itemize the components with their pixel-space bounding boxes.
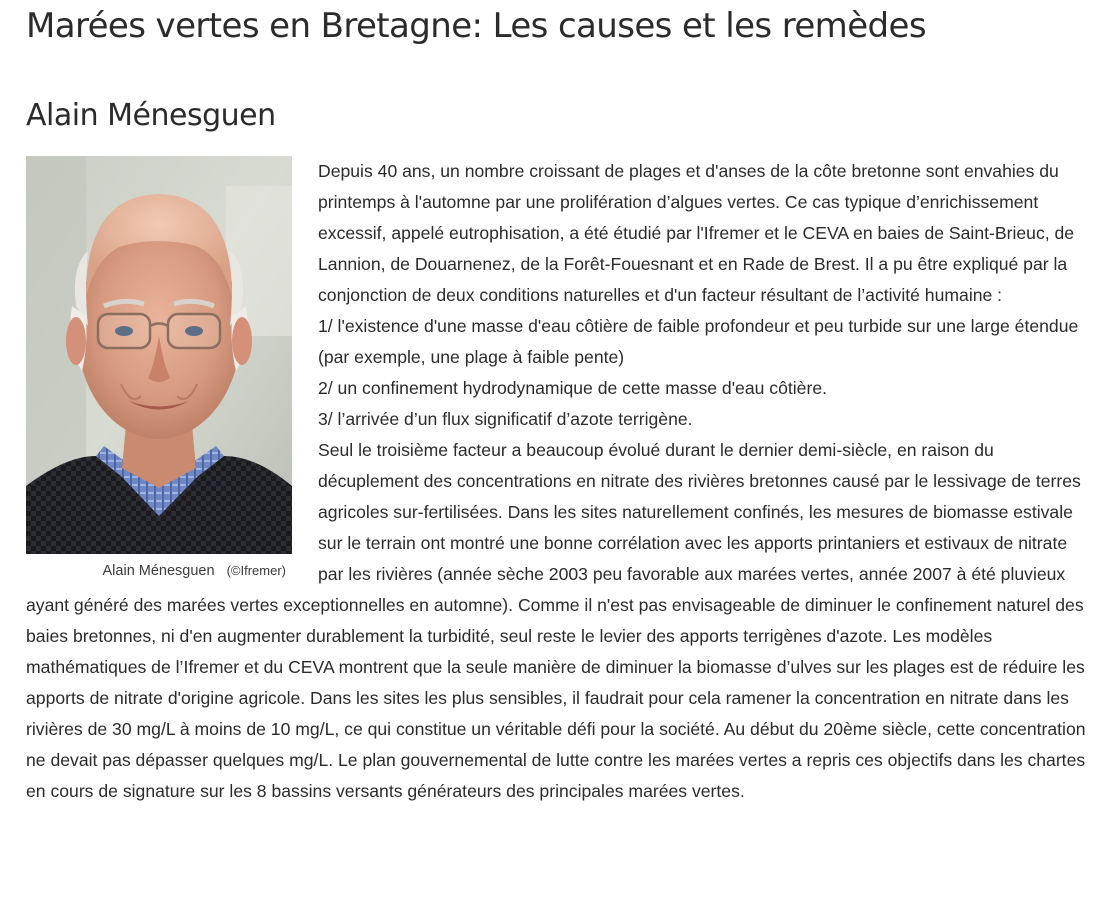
- caption-credit: (©Ifremer): [226, 563, 286, 578]
- author-portrait-photo: [26, 156, 292, 554]
- condition-item-1: 1/ l'existence d'une masse d'eau côtière de faible profondeur et peu turbide sur une large étendue (par exemple, une plage à faible pente): [318, 316, 1079, 367]
- condition-item-3: 3/ l’arrivée d’un flux significatif d’azote terrigène.: [318, 409, 693, 429]
- page-title: Marées vertes en Bretagne: Les causes et les remèdes: [26, 6, 926, 46]
- condition-item-2: 2/ un confinement hydrodynamique de cette masse d'eau côtière.: [318, 378, 827, 398]
- caption-name: Alain Ménesguen: [102, 563, 215, 579]
- author-heading: Alain Ménesguen: [26, 98, 276, 133]
- figure-caption: [26, 562, 292, 580]
- conclusion-text: Seul le troisième facteur a beaucoup évolué durant le dernier demi-siècle, en raison du décuplement des concentrations en nitrate des rivières bretonnes causé par le lessivage de terres agricoles sur-fertilisées. Dans les sites naturellement confinés, les mesures de biomasse estivale sur le terrain ont montré une bonne corrélation avec les apports printaniers et estivaux de nitrate par les rivières (année sèche 2003 peu favorable aux marées vertes, année 2007 à été pluvieux ayant généré des marées vertes exceptionnelles en automne). Comme il n'est pas envisageable de diminuer le confinement naturel des baies bretonnes, ni d'en augmenter durablement la turbidité, seul reste le levier des apports terrigènes d'azote. Les modèles mathématiques de l’Ifremer et du CEVA montrent que la seule manière de diminuer la biomasse d’ulves sur les plages est de réduire les apports de nitrate d'origine agricole. Dans les sites les plus sensibles, il faudrait pour cela ramener la concentration en nitrate dans les rivières de 30 mg/L à moins de 10 mg/L, ce qui constitue un véritable défi pour la société. Au début du 20ème siècle, cette concentration ne devait pas dépasser quelques mg/L. Le plan gouvernemental de lutte contre les marées vertes a repris ces objectifs dans les chartes en cours de signature sur les 8 bassins versants générateurs des principales marées vertes.: [26, 440, 1086, 801]
- author-figure: [26, 156, 292, 580]
- article-body: [26, 156, 1088, 807]
- intro-text: Depuis 40 ans, un nombre croissant de plages et d'anses de la côte bretonne sont envahies du printemps à l'automne par une prolifération d’algues vertes. Ce cas typique d’enrichissement excessif, appelé eutrophisation, a été étudié par l'Ifremer et le CEVA en baies de Saint-Brieuc, de Lannion, de Douarnenez, de la Forêt-Fouesnant et en Rade de Brest. Il a pu être expliqué par la conjonction de deux conditions naturelles et d'un facteur résultant de l’activité humaine :: [318, 161, 1075, 305]
- article: [26, 0, 1088, 807]
